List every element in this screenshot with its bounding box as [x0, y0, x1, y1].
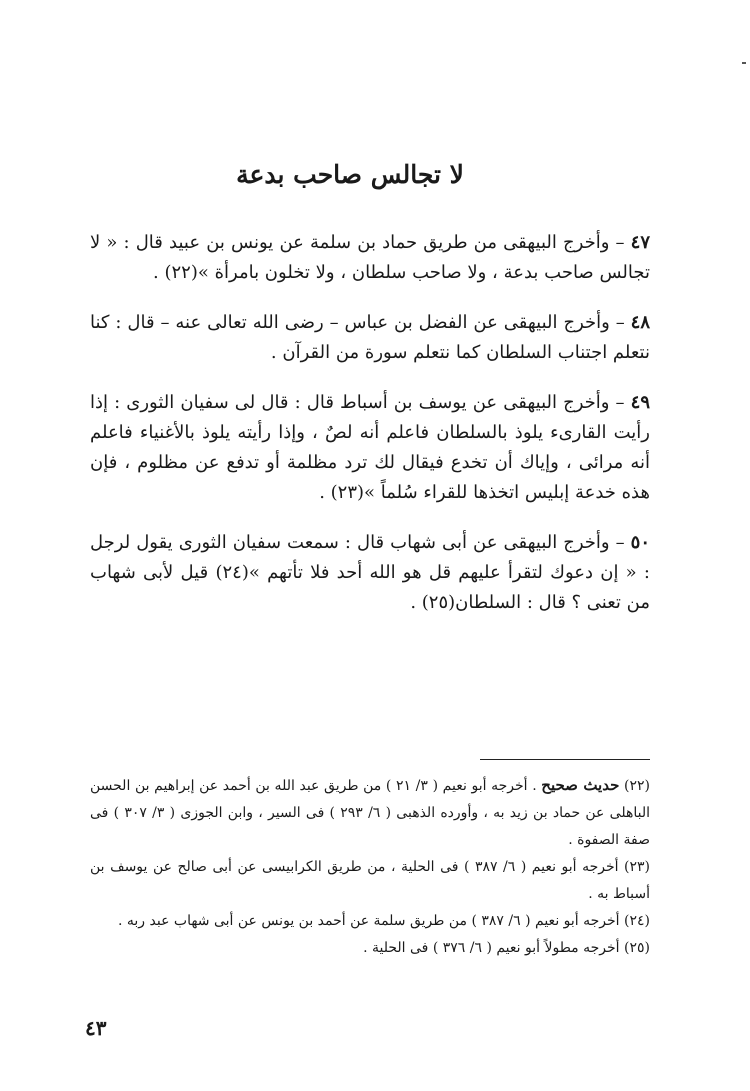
paragraph-text: – وأخرج البيهقى عن الفضل بن عباس – رضى الله تعالى عنه – قال : كنا نتعلم اجتناب السلطان كما نتعلم سورة من القرآن . — [90, 312, 650, 363]
footnote-marker: (٢٣) — [618, 859, 651, 875]
footnote-24 — [90, 908, 650, 935]
footnote-marker: (٢٤) — [619, 913, 650, 929]
paragraph-text: – وأخرج البيهقى عن أبى شهاب قال : سمعت سفيان الثورى يقول لرجل : « إن دعوك لتقرأ عليهم قل هو الله أحد فلا تأتهم »(٢٤) قيل لأبى شهاب من تعنى ؟ قال : السلطان(٢٥) . — [90, 532, 650, 613]
section-title: لا تجالس صاحب بدعة — [236, 160, 464, 189]
paragraph-50 — [90, 528, 650, 618]
paragraph-49 — [90, 388, 650, 508]
footnote-text: أخرجه أبو نعيم ( ٦/ ٣٨٧ ) من طريق سلمة عن أحمد بن يونس عن أبى شهاب عبد ربه . — [118, 913, 620, 929]
footnote-marker: (٢٢) — [619, 778, 650, 794]
paragraph-number: ٤٩ — [630, 392, 650, 413]
main-text — [90, 228, 650, 638]
footnote-divider — [480, 759, 650, 760]
paragraph-number: ٥٠ — [630, 532, 650, 553]
footnote-23 — [90, 854, 650, 908]
paragraph-text: – وأخرج البيهقى من طريق حماد بن سلمة عن يونس بن عبيد قال : « لا تجالس صاحب بدعة ، ولا صاحب سلطان ، ولا تخلون بامرأة »(٢٢) . — [90, 232, 650, 283]
footnote-text: أخرجه أبو نعيم ( ٦/ ٣٨٧ ) فى الحلية ، من طريق الكرابيسى عن أبى صالح عن يوسف بن أسباط به . — [90, 859, 650, 902]
footnote-22 — [90, 772, 650, 854]
footnote-text: أخرجه مطولاً أبو نعيم ( ٦/ ٣٧٦ ) فى الحلية . — [363, 940, 620, 956]
paragraph-text: – وأخرج البيهقى عن يوسف بن أسباط قال : قال لى سفيان الثورى : إذا رأيت القارىء يلوذ بالسلطان فاعلم أنه لصٌ ، وإذا رأيته يلوذ بالأغنياء فاعلم أنه مرائى ، وإياك أن تخدع فيقال لك ترد مظلمة أو تدفع عن مظلوم ، فإن هذه خدعة إبليس اتخذها للقراء سُلماً »(٢٣) . — [90, 392, 650, 503]
footnotes — [90, 772, 650, 962]
paragraph-47 — [90, 228, 650, 288]
footnote-marker: (٢٥) — [619, 940, 650, 956]
footnote-text: . أخرجه أبو نعيم ( ٣/ ٢١ ) من طريق عبد الله بن أحمد عن إبراهيم بن الحسن الباهلى عن حماد بن زيد به ، وأورده الذهبى ( ٦/ ٢٩٣ ) فى السير ، وابن الجوزى ( ٣/ ٣٠٧ ) فى صفة الصفوة . — [90, 778, 650, 848]
footnote-25 — [90, 935, 650, 962]
paragraph-48 — [90, 308, 650, 368]
margin-mark — [742, 62, 746, 64]
paragraph-number: ٤٧ — [630, 232, 650, 253]
footnote-grade: حديث صحيح — [541, 776, 620, 794]
page-number: ٤٣ — [85, 1016, 107, 1040]
paragraph-number: ٤٨ — [630, 312, 650, 333]
